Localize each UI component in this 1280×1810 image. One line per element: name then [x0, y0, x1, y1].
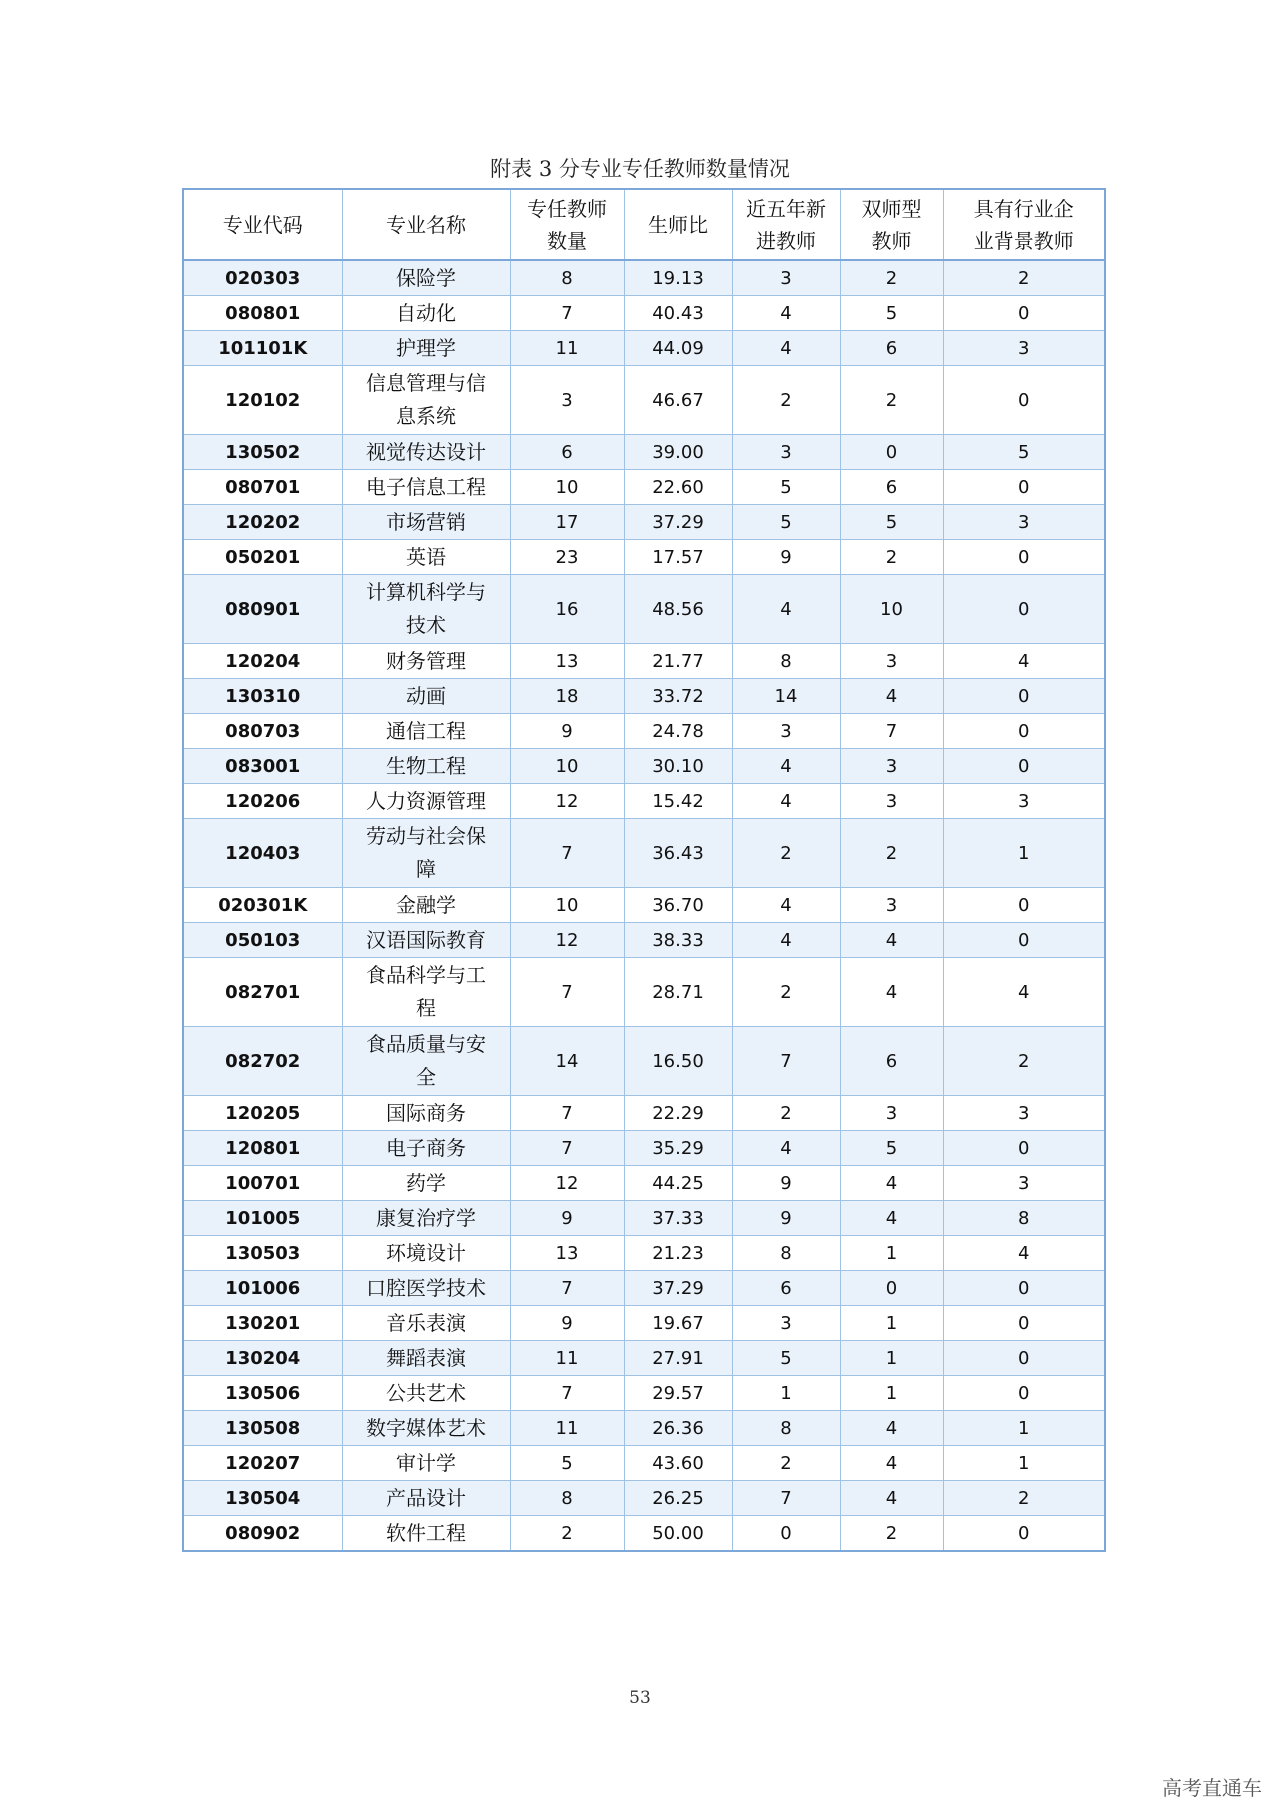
- watermark: 高考直通车: [1162, 1776, 1262, 1800]
- cell-dual: 6: [840, 470, 943, 505]
- cell-ratio: 36.43: [624, 819, 732, 888]
- cell-name: 计算机科学与技术: [342, 575, 510, 644]
- table-row: [183, 296, 1105, 331]
- cell-code: 080902: [183, 1516, 342, 1552]
- cell-industry: 4: [943, 644, 1105, 679]
- cell-ratio: 37.29: [624, 1271, 732, 1306]
- cell-name: 劳动与社会保障: [342, 819, 510, 888]
- cell-teachers: 8: [510, 260, 624, 296]
- page-number: 53: [629, 1688, 651, 1708]
- cell-name: 食品科学与工程: [342, 958, 510, 1027]
- cell-ratio: 21.77: [624, 644, 732, 679]
- table-row: [183, 1411, 1105, 1446]
- cell-industry: 0: [943, 679, 1105, 714]
- cell-new: 8: [732, 1236, 840, 1271]
- cell-code: 082701: [183, 958, 342, 1027]
- table-row: [183, 470, 1105, 505]
- cell-dual: 1: [840, 1341, 943, 1376]
- cell-teachers: 7: [510, 296, 624, 331]
- cell-ratio: 19.13: [624, 260, 732, 296]
- cell-new: 2: [732, 958, 840, 1027]
- cell-code: 120202: [183, 505, 342, 540]
- cell-new: 7: [732, 1027, 840, 1096]
- cell-code: 101006: [183, 1271, 342, 1306]
- cell-new: 2: [732, 366, 840, 435]
- cell-dual: 3: [840, 888, 943, 923]
- cell-ratio: 19.67: [624, 1306, 732, 1341]
- cell-name: 金融学: [342, 888, 510, 923]
- cell-ratio: 15.42: [624, 784, 732, 819]
- cell-new: 5: [732, 1341, 840, 1376]
- table-row: [183, 714, 1105, 749]
- cell-new: 4: [732, 1131, 840, 1166]
- cell-teachers: 6: [510, 435, 624, 470]
- cell-ratio: 35.29: [624, 1131, 732, 1166]
- cell-teachers: 7: [510, 1096, 624, 1131]
- cell-new: 4: [732, 923, 840, 958]
- cell-name: 产品设计: [342, 1481, 510, 1516]
- cell-new: 8: [732, 1411, 840, 1446]
- table-row: [183, 819, 1105, 888]
- cell-ratio: 38.33: [624, 923, 732, 958]
- cell-code: 120801: [183, 1131, 342, 1166]
- cell-name: 信息管理与信息系统: [342, 366, 510, 435]
- table-row: [183, 1096, 1105, 1131]
- cell-code: 050201: [183, 540, 342, 575]
- table-row: [183, 1027, 1105, 1096]
- cell-name: 英语: [342, 540, 510, 575]
- cell-dual: 3: [840, 784, 943, 819]
- table-row: [183, 1516, 1105, 1552]
- cell-ratio: 46.67: [624, 366, 732, 435]
- cell-industry: 1: [943, 819, 1105, 888]
- cell-code: 082702: [183, 1027, 342, 1096]
- table-row: [183, 1481, 1105, 1516]
- table-row: [183, 1236, 1105, 1271]
- cell-code: 130504: [183, 1481, 342, 1516]
- header-code: 专业代码: [183, 189, 342, 260]
- cell-teachers: 17: [510, 505, 624, 540]
- table-row: [183, 1446, 1105, 1481]
- cell-code: 120403: [183, 819, 342, 888]
- cell-name: 保险学: [342, 260, 510, 296]
- cell-industry: 3: [943, 784, 1105, 819]
- table-row: [183, 888, 1105, 923]
- cell-code: 020301K: [183, 888, 342, 923]
- cell-teachers: 7: [510, 1376, 624, 1411]
- table-row: [183, 331, 1105, 366]
- cell-new: 4: [732, 749, 840, 784]
- table-row: [183, 1271, 1105, 1306]
- cell-code: 080801: [183, 296, 342, 331]
- cell-new: 5: [732, 470, 840, 505]
- cell-teachers: 7: [510, 1271, 624, 1306]
- cell-teachers: 11: [510, 331, 624, 366]
- cell-code: 130503: [183, 1236, 342, 1271]
- cell-ratio: 24.78: [624, 714, 732, 749]
- cell-dual: 0: [840, 1271, 943, 1306]
- cell-dual: 2: [840, 366, 943, 435]
- cell-dual: 5: [840, 296, 943, 331]
- cell-teachers: 16: [510, 575, 624, 644]
- cell-industry: 0: [943, 1131, 1105, 1166]
- cell-industry: 3: [943, 1166, 1105, 1201]
- cell-teachers: 7: [510, 819, 624, 888]
- cell-ratio: 40.43: [624, 296, 732, 331]
- cell-industry: 0: [943, 923, 1105, 958]
- cell-dual: 1: [840, 1376, 943, 1411]
- cell-teachers: 2: [510, 1516, 624, 1552]
- cell-name: 音乐表演: [342, 1306, 510, 1341]
- cell-new: 3: [732, 714, 840, 749]
- header-name: 专业名称: [342, 189, 510, 260]
- cell-new: 0: [732, 1516, 840, 1552]
- cell-ratio: 22.29: [624, 1096, 732, 1131]
- cell-code: 080901: [183, 575, 342, 644]
- cell-code: 120102: [183, 366, 342, 435]
- cell-industry: 0: [943, 575, 1105, 644]
- cell-name: 护理学: [342, 331, 510, 366]
- cell-code: 120205: [183, 1096, 342, 1131]
- table-row: [183, 958, 1105, 1027]
- cell-industry: 0: [943, 1271, 1105, 1306]
- cell-ratio: 21.23: [624, 1236, 732, 1271]
- cell-new: 4: [732, 296, 840, 331]
- cell-teachers: 10: [510, 888, 624, 923]
- cell-teachers: 14: [510, 1027, 624, 1096]
- cell-name: 视觉传达设计: [342, 435, 510, 470]
- cell-dual: 2: [840, 260, 943, 296]
- cell-ratio: 26.25: [624, 1481, 732, 1516]
- cell-industry: 2: [943, 260, 1105, 296]
- cell-name: 自动化: [342, 296, 510, 331]
- header-new: 近五年新 进教师: [732, 189, 840, 260]
- cell-new: 3: [732, 435, 840, 470]
- cell-teachers: 13: [510, 644, 624, 679]
- cell-name: 动画: [342, 679, 510, 714]
- table-row: [183, 1376, 1105, 1411]
- cell-name: 电子商务: [342, 1131, 510, 1166]
- cell-new: 1: [732, 1376, 840, 1411]
- table-caption: 附表 3 分专业专任教师数量情况: [490, 157, 790, 181]
- cell-teachers: 18: [510, 679, 624, 714]
- cell-teachers: 7: [510, 958, 624, 1027]
- table-row: [183, 923, 1105, 958]
- cell-name: 软件工程: [342, 1516, 510, 1552]
- cell-teachers: 12: [510, 784, 624, 819]
- cell-name: 食品质量与安全: [342, 1027, 510, 1096]
- cell-teachers: 23: [510, 540, 624, 575]
- cell-industry: 0: [943, 1341, 1105, 1376]
- cell-new: 7: [732, 1481, 840, 1516]
- cell-name: 国际商务: [342, 1096, 510, 1131]
- cell-name: 舞蹈表演: [342, 1341, 510, 1376]
- cell-code: 101101K: [183, 331, 342, 366]
- cell-new: 4: [732, 331, 840, 366]
- cell-new: 2: [732, 1096, 840, 1131]
- cell-dual: 3: [840, 1096, 943, 1131]
- cell-industry: 0: [943, 888, 1105, 923]
- cell-name: 数字媒体艺术: [342, 1411, 510, 1446]
- table-row: [183, 435, 1105, 470]
- cell-industry: 0: [943, 540, 1105, 575]
- cell-dual: 3: [840, 749, 943, 784]
- cell-teachers: 5: [510, 1446, 624, 1481]
- cell-name: 人力资源管理: [342, 784, 510, 819]
- cell-name: 生物工程: [342, 749, 510, 784]
- cell-teachers: 10: [510, 749, 624, 784]
- cell-new: 4: [732, 888, 840, 923]
- cell-ratio: 50.00: [624, 1516, 732, 1552]
- cell-new: 4: [732, 784, 840, 819]
- cell-dual: 4: [840, 1411, 943, 1446]
- table-row: [183, 1131, 1105, 1166]
- cell-teachers: 7: [510, 1131, 624, 1166]
- cell-industry: 3: [943, 505, 1105, 540]
- cell-industry: 8: [943, 1201, 1105, 1236]
- table-row: [183, 540, 1105, 575]
- cell-dual: 4: [840, 679, 943, 714]
- cell-industry: 0: [943, 1516, 1105, 1552]
- cell-code: 130204: [183, 1341, 342, 1376]
- header-dual: 双师型 教师: [840, 189, 943, 260]
- teacher-table: [182, 188, 1106, 1552]
- cell-dual: 4: [840, 1201, 943, 1236]
- table-row: [183, 644, 1105, 679]
- cell-ratio: 36.70: [624, 888, 732, 923]
- table-row: [183, 1166, 1105, 1201]
- cell-code: 120207: [183, 1446, 342, 1481]
- cell-new: 5: [732, 505, 840, 540]
- cell-industry: 2: [943, 1027, 1105, 1096]
- cell-teachers: 11: [510, 1411, 624, 1446]
- table-row: [183, 366, 1105, 435]
- cell-industry: 0: [943, 1376, 1105, 1411]
- cell-dual: 1: [840, 1306, 943, 1341]
- table-row: [183, 749, 1105, 784]
- cell-ratio: 29.57: [624, 1376, 732, 1411]
- cell-teachers: 9: [510, 714, 624, 749]
- cell-code: 080701: [183, 470, 342, 505]
- cell-name: 康复治疗学: [342, 1201, 510, 1236]
- cell-dual: 4: [840, 923, 943, 958]
- cell-ratio: 39.00: [624, 435, 732, 470]
- cell-new: 14: [732, 679, 840, 714]
- cell-industry: 5: [943, 435, 1105, 470]
- cell-name: 环境设计: [342, 1236, 510, 1271]
- table-row: [183, 784, 1105, 819]
- cell-ratio: 17.57: [624, 540, 732, 575]
- cell-industry: 1: [943, 1446, 1105, 1481]
- cell-code: 130506: [183, 1376, 342, 1411]
- cell-dual: 6: [840, 331, 943, 366]
- cell-code: 020303: [183, 260, 342, 296]
- header-industry: 具有行业企 业背景教师: [943, 189, 1105, 260]
- cell-code: 101005: [183, 1201, 342, 1236]
- cell-teachers: 12: [510, 923, 624, 958]
- cell-teachers: 9: [510, 1201, 624, 1236]
- table-row: [183, 505, 1105, 540]
- cell-industry: 0: [943, 296, 1105, 331]
- cell-name: 审计学: [342, 1446, 510, 1481]
- cell-dual: 2: [840, 819, 943, 888]
- cell-new: 3: [732, 260, 840, 296]
- header-ratio: 生师比: [624, 189, 732, 260]
- table-row: [183, 1341, 1105, 1376]
- cell-dual: 2: [840, 540, 943, 575]
- cell-teachers: 10: [510, 470, 624, 505]
- cell-ratio: 30.10: [624, 749, 732, 784]
- cell-new: 4: [732, 575, 840, 644]
- cell-industry: 2: [943, 1481, 1105, 1516]
- cell-ratio: 44.25: [624, 1166, 732, 1201]
- cell-industry: 0: [943, 749, 1105, 784]
- cell-name: 电子信息工程: [342, 470, 510, 505]
- cell-name: 通信工程: [342, 714, 510, 749]
- cell-teachers: 3: [510, 366, 624, 435]
- cell-dual: 4: [840, 958, 943, 1027]
- cell-teachers: 13: [510, 1236, 624, 1271]
- table-row: [183, 1306, 1105, 1341]
- cell-dual: 5: [840, 1131, 943, 1166]
- cell-dual: 10: [840, 575, 943, 644]
- cell-new: 2: [732, 819, 840, 888]
- table-row: [183, 260, 1105, 296]
- cell-code: 120206: [183, 784, 342, 819]
- cell-dual: 5: [840, 505, 943, 540]
- cell-teachers: 12: [510, 1166, 624, 1201]
- cell-industry: 4: [943, 958, 1105, 1027]
- cell-name: 口腔医学技术: [342, 1271, 510, 1306]
- table-row: [183, 679, 1105, 714]
- cell-industry: 4: [943, 1236, 1105, 1271]
- cell-teachers: 8: [510, 1481, 624, 1516]
- cell-ratio: 48.56: [624, 575, 732, 644]
- table-header-row: [183, 189, 1105, 260]
- cell-code: 130502: [183, 435, 342, 470]
- cell-name: 药学: [342, 1166, 510, 1201]
- cell-ratio: 43.60: [624, 1446, 732, 1481]
- cell-code: 130310: [183, 679, 342, 714]
- cell-ratio: 26.36: [624, 1411, 732, 1446]
- cell-name: 财务管理: [342, 644, 510, 679]
- cell-new: 8: [732, 644, 840, 679]
- cell-ratio: 37.33: [624, 1201, 732, 1236]
- cell-code: 100701: [183, 1166, 342, 1201]
- cell-code: 120204: [183, 644, 342, 679]
- cell-new: 9: [732, 540, 840, 575]
- cell-ratio: 28.71: [624, 958, 732, 1027]
- cell-dual: 4: [840, 1481, 943, 1516]
- cell-name: 公共艺术: [342, 1376, 510, 1411]
- cell-dual: 2: [840, 1516, 943, 1552]
- cell-ratio: 27.91: [624, 1341, 732, 1376]
- cell-industry: 3: [943, 331, 1105, 366]
- cell-dual: 4: [840, 1446, 943, 1481]
- table-row: [183, 1201, 1105, 1236]
- cell-ratio: 22.60: [624, 470, 732, 505]
- cell-industry: 3: [943, 1096, 1105, 1131]
- cell-industry: 0: [943, 366, 1105, 435]
- cell-name: 汉语国际教育: [342, 923, 510, 958]
- cell-industry: 1: [943, 1411, 1105, 1446]
- cell-code: 130508: [183, 1411, 342, 1446]
- cell-ratio: 33.72: [624, 679, 732, 714]
- cell-new: 6: [732, 1271, 840, 1306]
- cell-new: 9: [732, 1166, 840, 1201]
- cell-industry: 0: [943, 714, 1105, 749]
- cell-dual: 0: [840, 435, 943, 470]
- cell-name: 市场营销: [342, 505, 510, 540]
- cell-new: 9: [732, 1201, 840, 1236]
- cell-industry: 0: [943, 470, 1105, 505]
- cell-dual: 7: [840, 714, 943, 749]
- cell-code: 130201: [183, 1306, 342, 1341]
- cell-teachers: 11: [510, 1341, 624, 1376]
- cell-dual: 1: [840, 1236, 943, 1271]
- cell-ratio: 37.29: [624, 505, 732, 540]
- table-row: [183, 575, 1105, 644]
- cell-new: 2: [732, 1446, 840, 1481]
- cell-teachers: 9: [510, 1306, 624, 1341]
- cell-dual: 3: [840, 644, 943, 679]
- cell-ratio: 16.50: [624, 1027, 732, 1096]
- cell-industry: 0: [943, 1306, 1105, 1341]
- cell-code: 083001: [183, 749, 342, 784]
- cell-ratio: 44.09: [624, 331, 732, 366]
- header-teachers: 专任教师 数量: [510, 189, 624, 260]
- cell-code: 080703: [183, 714, 342, 749]
- cell-dual: 6: [840, 1027, 943, 1096]
- cell-new: 3: [732, 1306, 840, 1341]
- cell-code: 050103: [183, 923, 342, 958]
- cell-dual: 4: [840, 1166, 943, 1201]
